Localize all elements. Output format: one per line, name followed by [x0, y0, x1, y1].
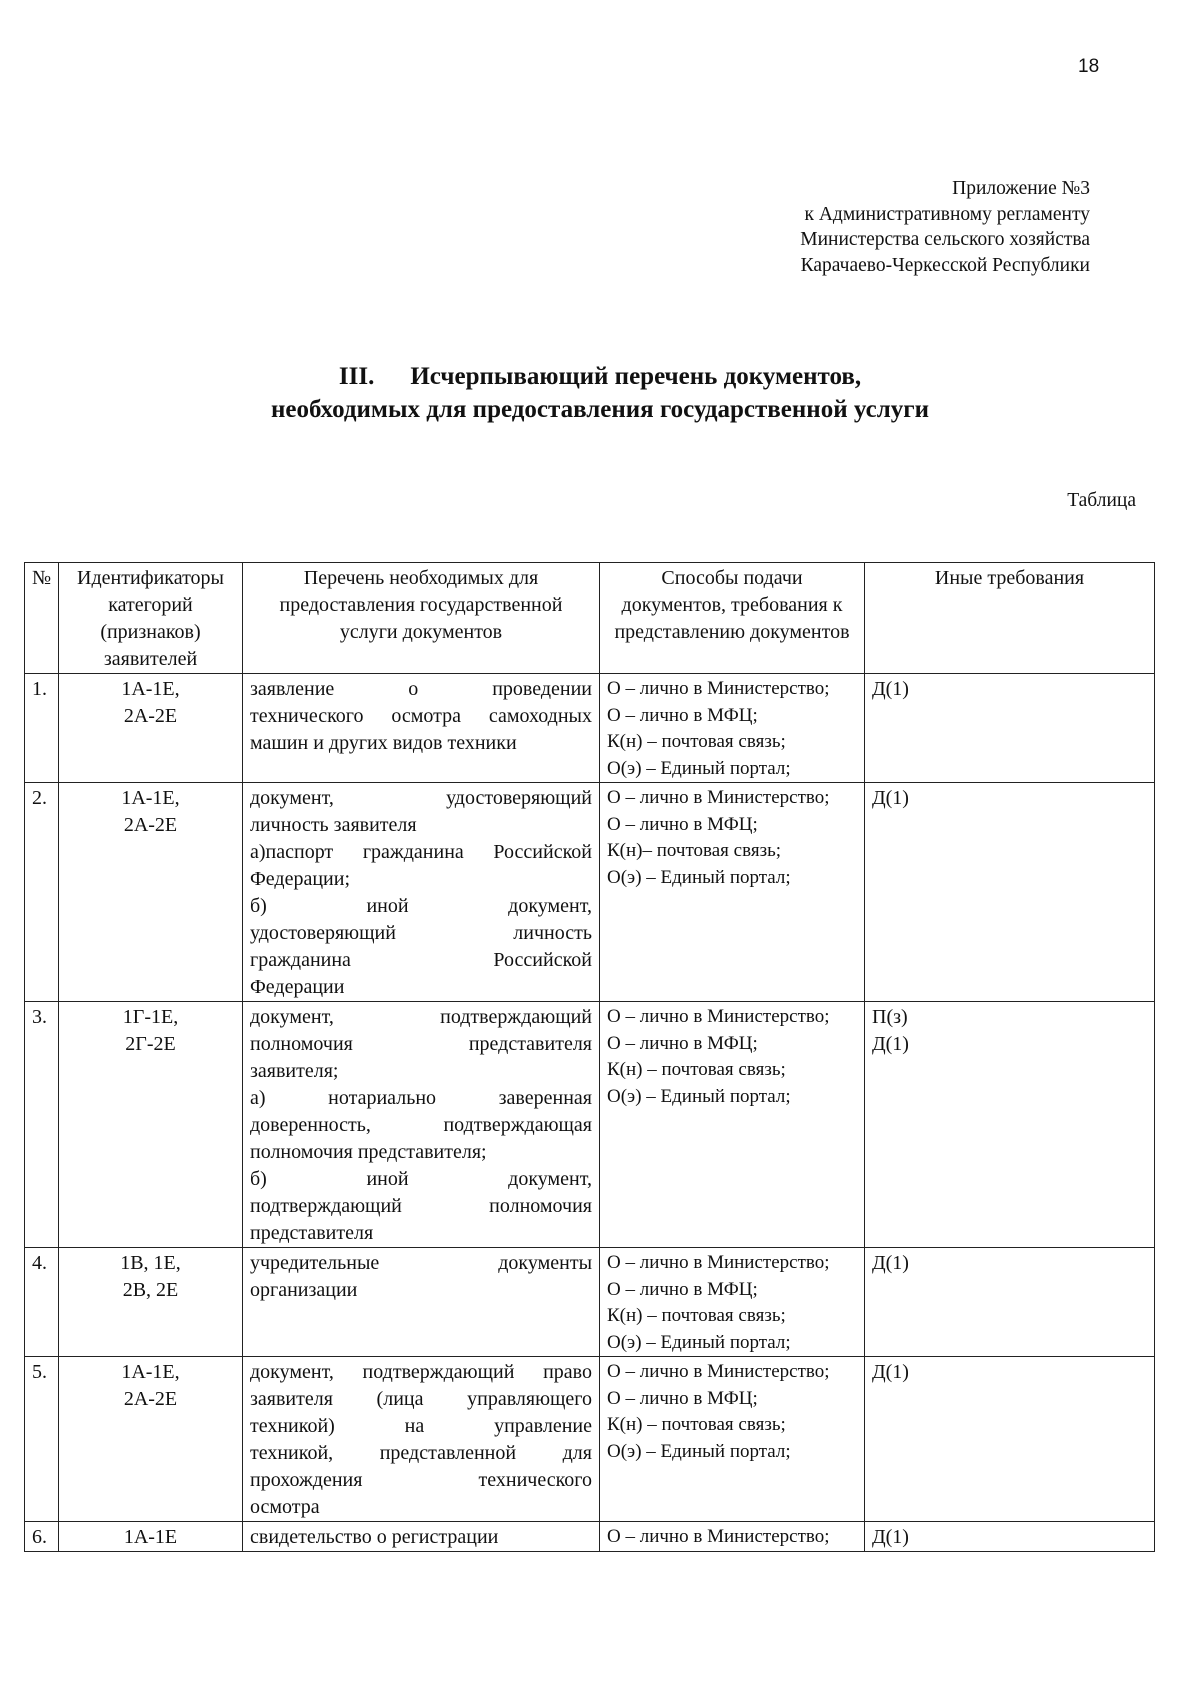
row-number: 1. — [25, 674, 59, 783]
identifier-line: 1Г-1Е, — [122, 1006, 179, 1028]
row-number: 5. — [25, 1357, 59, 1522]
document-line: учредительные документы — [250, 1252, 592, 1274]
table-caption: Таблица — [1067, 490, 1136, 511]
document-line: документ, подтверждающий — [250, 1006, 592, 1028]
method-line: О – лично в Министерство; — [607, 678, 830, 699]
method-line: О(э) – Единый портал; — [607, 866, 791, 888]
method-line: О – лично в МФЦ; — [607, 704, 758, 726]
identifier-line: 2А-2Е — [123, 814, 178, 836]
appendix-note — [800, 176, 1090, 278]
document-line: б) иной документ, — [250, 1168, 592, 1190]
appendix-line: Приложение №3 — [952, 178, 1090, 199]
other-requirements — [865, 783, 1155, 1002]
requirement-code: Д(1) — [872, 1252, 909, 1274]
method-line: О(э) – Единый портал; — [607, 1440, 791, 1462]
submission-methods — [600, 674, 865, 783]
document-line: заявителя; — [250, 1060, 339, 1082]
document-line: осмотра — [250, 1496, 320, 1518]
other-requirements — [865, 1248, 1155, 1357]
other-requirements — [865, 1522, 1155, 1552]
identifier-line: 1А-1Е — [123, 1526, 178, 1548]
document-line: полномочия представителя; — [250, 1141, 487, 1163]
table-row — [25, 674, 1155, 783]
category-identifiers — [59, 1248, 243, 1357]
document-line: а)паспорт гражданина Российской — [250, 841, 592, 863]
category-identifiers — [59, 783, 243, 1002]
document-line: документ, подтверждающий право — [250, 1361, 592, 1383]
identifier-line: 2В, 2Е — [122, 1279, 179, 1301]
page-number: 18 — [1078, 56, 1100, 77]
document-line: полномочия представителя — [250, 1033, 592, 1055]
row-number: 2. — [25, 783, 59, 1002]
category-identifiers — [59, 674, 243, 783]
method-line: О – лично в МФЦ; — [607, 1278, 758, 1300]
document-line: а) нотариально заверенная — [250, 1087, 592, 1109]
table-row — [25, 1002, 1155, 1248]
required-document — [243, 783, 600, 1002]
requirement-code: Д(1) — [872, 678, 909, 700]
submission-methods — [600, 1002, 865, 1248]
document-line: машин и других видов техники — [250, 732, 517, 754]
document-line: подтверждающий полномочия — [250, 1195, 592, 1217]
row-number: 4. — [25, 1248, 59, 1357]
title-line-2: необходимых для предоставления государственной услуги — [271, 396, 929, 423]
method-line: О – лично в Министерство; — [607, 1006, 830, 1027]
table-body — [25, 674, 1155, 1552]
method-line: О – лично в Министерство; — [607, 787, 830, 808]
required-document — [243, 1522, 600, 1552]
document-line: технического осмотра самоходных — [250, 705, 592, 727]
category-identifiers — [59, 1357, 243, 1522]
identifier-line: 2А-2Е — [123, 1388, 178, 1410]
required-document — [243, 1357, 600, 1522]
document-line: документ, удостоверяющий — [250, 787, 592, 809]
table-row — [25, 1522, 1155, 1552]
method-line: О – лично в Министерство; — [607, 1526, 830, 1547]
required-document — [243, 1248, 600, 1357]
row-number: 6. — [25, 1522, 59, 1552]
identifier-line: 2А-2Е — [123, 705, 178, 727]
appendix-line: Министерства сельского хозяйства — [800, 229, 1090, 250]
method-line: О(э) – Единый портал; — [607, 1331, 791, 1353]
method-line: К(н) – почтовая связь; — [607, 1059, 786, 1080]
method-line: К(н)– почтовая связь; — [607, 840, 782, 861]
submission-methods — [600, 1357, 865, 1522]
method-line: О – лично в МФЦ; — [607, 1032, 758, 1054]
document-line: техникой, представленной для — [250, 1442, 592, 1464]
other-requirements — [865, 1357, 1155, 1522]
document-line: свидетельство о регистрации — [250, 1526, 499, 1548]
document-line: личность заявителя — [250, 814, 417, 836]
method-line: О – лично в МФЦ; — [607, 1387, 758, 1409]
requirement-code: Д(1) — [872, 1526, 909, 1548]
document-line: б) иной документ, — [250, 895, 592, 917]
table-row — [25, 1357, 1155, 1522]
header-documents: Перечень необходимых для предоставления государственной услуги документов — [243, 563, 600, 674]
category-identifiers — [59, 1522, 243, 1552]
table-row — [25, 1248, 1155, 1357]
table-row — [25, 783, 1155, 1002]
category-identifiers — [59, 1002, 243, 1248]
header-identifiers: Идентификаторы категорий (признаков) заявителей — [59, 563, 243, 674]
method-line: О – лично в Министерство; — [607, 1252, 830, 1273]
identifier-line: 1А-1Е, — [121, 787, 180, 809]
title-line-1: Исчерпывающий перечень документов, — [410, 363, 862, 390]
method-line: О(э) – Единый портал; — [607, 1085, 791, 1107]
appendix-line: к Административному регламенту — [804, 203, 1090, 225]
identifier-line: 2Г-2Е — [125, 1033, 176, 1055]
required-document — [243, 674, 600, 783]
header-methods: Способы подачи документов, требования к представлению документов — [600, 563, 865, 674]
method-line: О(э) – Единый портал; — [607, 757, 791, 779]
table-header-row — [25, 563, 1155, 674]
requirement-code: Д(1) — [872, 1361, 909, 1383]
identifier-line: 1А-1Е, — [121, 678, 180, 700]
document-line: техникой) на управление — [250, 1415, 592, 1437]
method-line: О – лично в Министерство; — [607, 1361, 830, 1382]
requirement-code: Д(1) — [872, 1033, 909, 1055]
appendix-line: Карачаево-Черкесской Республики — [800, 254, 1090, 276]
documents-table — [24, 562, 1155, 1552]
other-requirements — [865, 1002, 1155, 1248]
section-number: III. — [338, 363, 375, 390]
submission-methods — [600, 783, 865, 1002]
header-other-requirements: Иные требования — [865, 563, 1155, 674]
submission-methods — [600, 1522, 865, 1552]
identifier-line: 1А-1Е, — [121, 1361, 180, 1383]
document-line: заявителя (лица управляющего — [250, 1388, 592, 1410]
document-line: представителя — [250, 1222, 374, 1244]
row-number: 3. — [25, 1002, 59, 1248]
document-line: Федерации; — [250, 868, 351, 890]
document-line: удостоверяющий личность — [250, 922, 592, 944]
other-requirements — [865, 674, 1155, 783]
document-line: прохождения технического — [250, 1469, 592, 1491]
document-line: организации — [250, 1279, 358, 1301]
method-line: О – лично в МФЦ; — [607, 813, 758, 835]
submission-methods — [600, 1248, 865, 1357]
identifier-line: 1В, 1Е, — [120, 1252, 181, 1274]
method-line: К(н) – почтовая связь; — [607, 1305, 786, 1326]
method-line: К(н) – почтовая связь; — [607, 731, 786, 752]
document-line: доверенность, подтверждающая — [250, 1114, 592, 1136]
method-line: К(н) – почтовая связь; — [607, 1414, 786, 1435]
requirement-code: Д(1) — [872, 787, 909, 809]
required-document — [243, 1002, 600, 1248]
document-line: Федерации — [250, 976, 345, 998]
requirement-code: П(з) — [872, 1006, 908, 1028]
document-line: заявление о проведении — [250, 678, 592, 700]
document-line: гражданина Российской — [250, 949, 592, 971]
section-title — [0, 360, 1200, 426]
header-number: № — [25, 563, 59, 674]
